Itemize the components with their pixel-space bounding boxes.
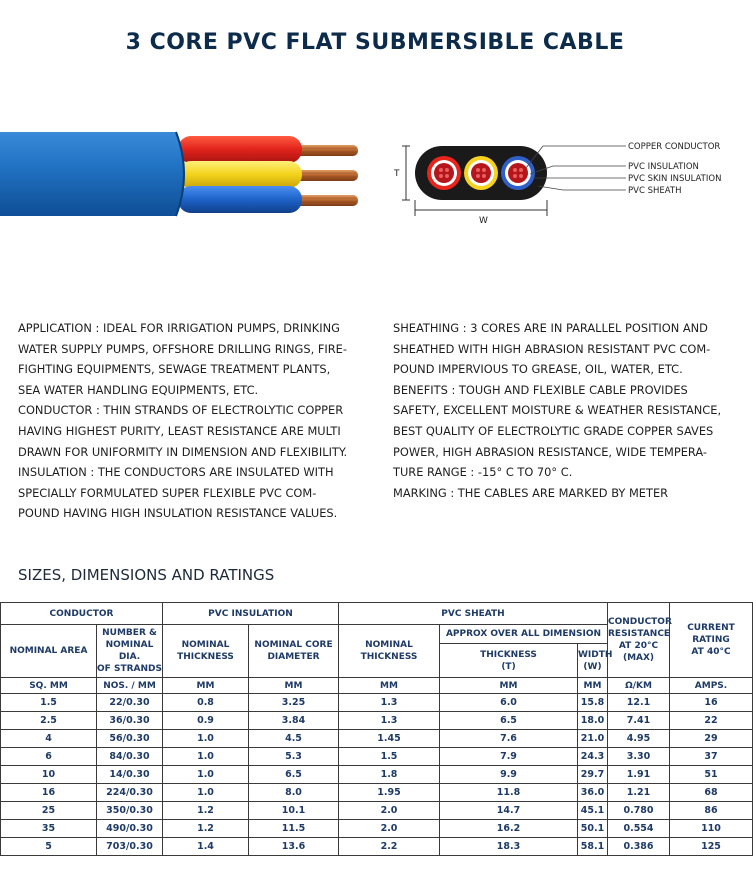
table-cell: 1.0 [163, 730, 249, 748]
table-cell: 18.3 [440, 838, 578, 856]
description-right [393, 318, 728, 503]
table-cell: 1.5 [339, 748, 440, 766]
unit-cell: NOS. / MM [97, 678, 163, 694]
table-cell: 51 [670, 766, 753, 784]
table-cell: 16 [1, 784, 97, 802]
header-sheath-thickness: NOMINAL THICKNESS [339, 625, 440, 678]
table-cell: 7.9 [440, 748, 578, 766]
table-cell: 18.0 [578, 712, 608, 730]
cross-section-diagram [388, 138, 738, 228]
table-cell: 1.2 [163, 820, 249, 838]
table-cell: 1.2 [163, 802, 249, 820]
description-line: SHEATHING : 3 CORES ARE IN PARALLEL POSITION AND [393, 321, 708, 335]
core-blue [178, 186, 302, 213]
dim-w-label: W [479, 216, 488, 226]
table-cell: 1.0 [163, 766, 249, 784]
table-row [1, 820, 753, 838]
label-pvc-insulation: PVC INSULATION [628, 162, 699, 172]
label-pvc-skin-insulation: PVC SKIN INSULATION [628, 174, 722, 184]
table-cell: 224/0.30 [97, 784, 163, 802]
description-line: BENEFITS : TOUGH AND FLEXIBLE CABLE PROVIDES [393, 382, 688, 397]
table-cell: 1.21 [608, 784, 670, 802]
table-cell: 68 [670, 784, 753, 802]
table-cell: 16 [670, 694, 753, 712]
table-row [1, 838, 753, 856]
header-thickness-t: THICKNESS (T) [440, 644, 578, 678]
specs-table [0, 602, 753, 856]
table-cell: 25 [1, 802, 97, 820]
table-cell: 6 [1, 748, 97, 766]
header-approx-dimension: APPROX OVER ALL DIMENSION [440, 625, 608, 644]
table-cell: 3.84 [249, 712, 339, 730]
table-cell: 3.30 [608, 748, 670, 766]
table-cell: 10 [1, 766, 97, 784]
description-line: POUND IMPERVIOUS TO GREASE, OIL, WATER, ETC. [393, 362, 683, 377]
table-row [1, 784, 753, 802]
header-conductor: CONDUCTOR [1, 603, 163, 625]
table-cell: 35 [1, 820, 97, 838]
description-line: CONDUCTOR : THIN STRANDS OF ELECTROLYTIC COPPER [18, 403, 344, 418]
header-pvc-sheath: PVC SHEATH [339, 603, 608, 625]
unit-cell: MM [578, 678, 608, 694]
table-cell: 24.3 [578, 748, 608, 766]
description-left [18, 318, 363, 524]
description-line: BEST QUALITY OF ELECTROLYTIC GRADE COPPER SAVES [393, 423, 714, 438]
dim-t-label: T [394, 169, 400, 179]
unit-cell: MM [249, 678, 339, 694]
core-red [178, 136, 302, 163]
unit-cell: MM [163, 678, 249, 694]
table-cell: 22 [670, 712, 753, 730]
table-cell: 1.0 [163, 784, 249, 802]
description-line: SAFETY, EXCELLENT MOISTURE & WEATHER RESISTANCE, [393, 403, 722, 418]
description-line: INSULATION : THE CONDUCTORS ARE INSULATED WITH [18, 465, 334, 480]
table-cell: 0.780 [608, 802, 670, 820]
description-line: FIGHTING EQUIPMENTS, SEWAGE TREATMENT PLANTS, [18, 362, 331, 377]
table-row [1, 766, 753, 784]
table-cell: 110 [670, 820, 753, 838]
table-cell: 2.0 [339, 820, 440, 838]
table-cell: 5.3 [249, 748, 339, 766]
section-heading: SIZES, DIMENSIONS AND RATINGS [18, 566, 275, 584]
table-cell: 6.0 [440, 694, 578, 712]
description-line: SHEATHED WITH HIGH ABRASION RESISTANT PVC COM- [393, 341, 711, 356]
table-cell: 21.0 [578, 730, 608, 748]
description-line: SEA WATER HANDLING EQUIPMENTS, ETC. [18, 382, 259, 397]
diagram-core-red [427, 156, 461, 190]
table-cell: 86 [670, 802, 753, 820]
table-header-row [1, 603, 753, 625]
table-cell: 1.4 [163, 838, 249, 856]
table-cell: 1.5 [1, 694, 97, 712]
table-cell: 4 [1, 730, 97, 748]
table-cell: 10.1 [249, 802, 339, 820]
table-cell: 4.95 [608, 730, 670, 748]
table-cell: 703/0.30 [97, 838, 163, 856]
header-strands: NUMBER & NOMINAL DIA. OF STRANDS [97, 625, 163, 678]
table-cell: 45.1 [578, 802, 608, 820]
description-line: WATER SUPPLY PUMPS, OFFSHORE DRILLING RINGS, FIRE- [18, 341, 347, 356]
header-nominal-thickness: NOMINAL THICKNESS [163, 625, 249, 678]
table-cell: 14/0.30 [97, 766, 163, 784]
table-cell: 1.0 [163, 748, 249, 766]
description-line: MARKING : THE CABLES ARE MARKED BY METER [393, 485, 669, 500]
table-cell: 16.2 [440, 820, 578, 838]
table-cell: 490/0.30 [97, 820, 163, 838]
table-cell: 13.6 [249, 838, 339, 856]
table-cell: 14.7 [440, 802, 578, 820]
header-pvc-insulation: PVC INSULATION [163, 603, 339, 625]
table-cell: 7.41 [608, 712, 670, 730]
description-line: HAVING HIGHEST PURITY, LEAST RESISTANCE ARE MULTI [18, 423, 341, 438]
table-cell: 1.91 [608, 766, 670, 784]
table-cell: 2.2 [339, 838, 440, 856]
diagram-core-blue [501, 156, 535, 190]
unit-cell: Ω/KM [608, 678, 670, 694]
table-cell: 56/0.30 [97, 730, 163, 748]
table-cell: 3.25 [249, 694, 339, 712]
table-cell: 125 [670, 838, 753, 856]
table-cell: 2.0 [339, 802, 440, 820]
table-cell: 0.386 [608, 838, 670, 856]
page-title: 3 CORE PVC FLAT SUBMERSIBLE CABLE [125, 30, 625, 55]
table-cell: 350/0.30 [97, 802, 163, 820]
table-cell: 0.554 [608, 820, 670, 838]
table-cell: 36/0.30 [97, 712, 163, 730]
table-cell: 11.8 [440, 784, 578, 802]
header-resistance: CONDUCTOR RESISTANCE AT 20°C (MAX) [608, 603, 670, 678]
table-cell: 9.9 [440, 766, 578, 784]
table-cell: 8.0 [249, 784, 339, 802]
outer-sheath [0, 132, 184, 216]
unit-cell: AMPS. [670, 678, 753, 694]
header-current-rating: CURRENT RATING AT 40°C [670, 603, 753, 678]
unit-cell: SQ. MM [1, 678, 97, 694]
description-line: DRAWN FOR UNIFORMITY IN DIMENSION AND FLEXIBILITY. [18, 444, 348, 459]
table-cell: 0.9 [163, 712, 249, 730]
table-cell: 22/0.30 [97, 694, 163, 712]
unit-cell: MM [440, 678, 578, 694]
description-line: POWER, HIGH ABRASION RESISTANCE, WIDE TEMPERA- [393, 444, 708, 459]
table-cell: 1.3 [339, 712, 440, 730]
table-cell: 1.8 [339, 766, 440, 784]
table-cell: 58.1 [578, 838, 608, 856]
diagram-core-yellow [464, 156, 498, 190]
core-yellow [178, 161, 302, 188]
table-cell: 84/0.30 [97, 748, 163, 766]
table-cell: 1.95 [339, 784, 440, 802]
description-line: TURE RANGE : -15° C TO 70° C. [393, 465, 573, 480]
table-cell: 1.3 [339, 694, 440, 712]
header-nominal-area: NOMINAL AREA [1, 625, 97, 678]
table-cell: 29.7 [578, 766, 608, 784]
table-cell: 2.5 [1, 712, 97, 730]
table-cell: 0.8 [163, 694, 249, 712]
label-pvc-sheath: PVC SHEATH [628, 186, 682, 196]
label-copper-conductor: COPPER CONDUCTOR [628, 142, 721, 152]
description-line: SPECIALLY FORMULATED SUPER FLEXIBLE PVC COM- [18, 485, 317, 500]
table-cell: 29 [670, 730, 753, 748]
table-cell: 15.8 [578, 694, 608, 712]
table-row [1, 730, 753, 748]
table-cell: 12.1 [608, 694, 670, 712]
unit-cell: MM [339, 678, 440, 694]
table-cell: 7.6 [440, 730, 578, 748]
table-cell: 11.5 [249, 820, 339, 838]
header-core-diameter: NOMINAL CORE DIAMETER [249, 625, 339, 678]
table-row [1, 712, 753, 730]
description-line: APPLICATION : IDEAL FOR IRRIGATION PUMPS, DRINKING [18, 321, 340, 335]
table-row [1, 694, 753, 712]
table-cell: 6.5 [249, 766, 339, 784]
table-cell: 37 [670, 748, 753, 766]
description-line: POUND HAVING HIGH INSULATION RESISTANCE VALUES. [18, 506, 338, 521]
table-row [1, 748, 753, 766]
header-width-w: WIDTH (W) [578, 644, 608, 678]
table-cell: 36.0 [578, 784, 608, 802]
table-row [1, 802, 753, 820]
table-body [1, 694, 753, 856]
table-cell: 50.1 [578, 820, 608, 838]
table-cell: 1.45 [339, 730, 440, 748]
table-cell: 4.5 [249, 730, 339, 748]
cable-photo [0, 128, 365, 218]
table-units-row [1, 678, 753, 694]
table-cell: 6.5 [440, 712, 578, 730]
table-cell: 5 [1, 838, 97, 856]
